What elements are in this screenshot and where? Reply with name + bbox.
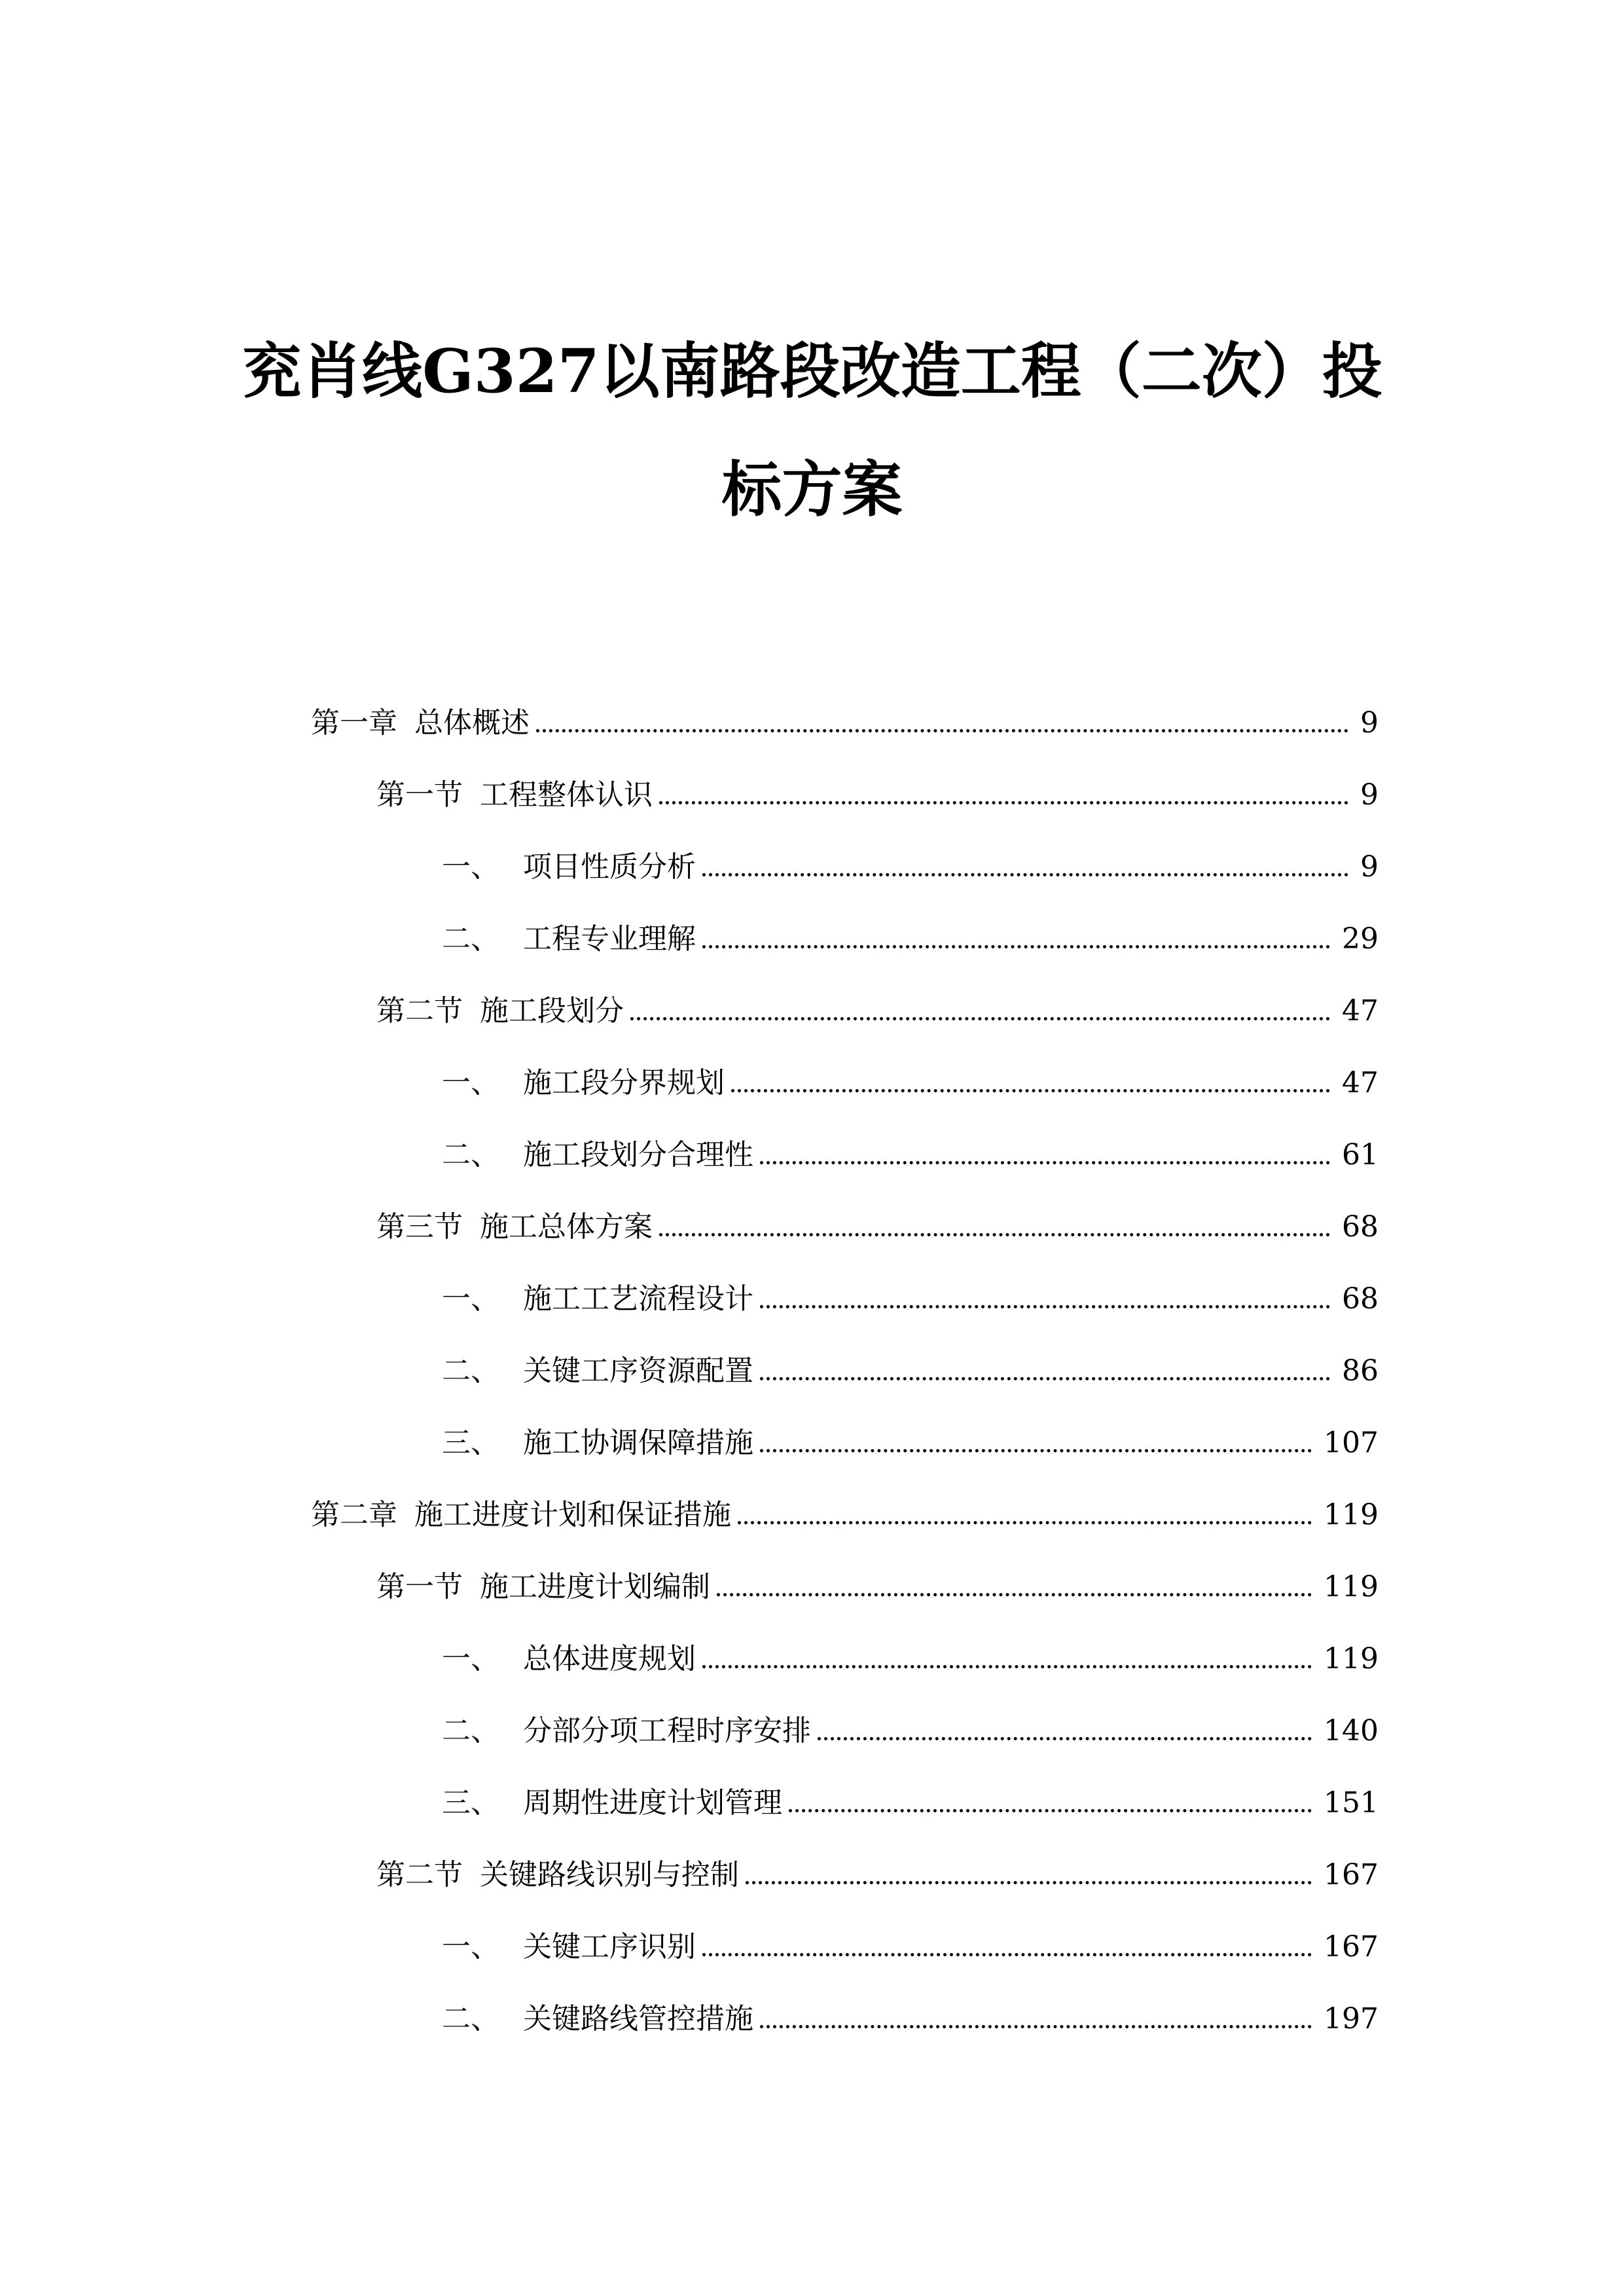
toc-entry-number: 二、 <box>442 1354 499 1388</box>
toc-dot-leader <box>630 988 1330 1035</box>
toc-entry-number: 第三节 <box>376 1210 463 1244</box>
toc-entry-number: 一、 <box>442 1282 499 1316</box>
toc-entry-title: 关键工序识别 <box>523 1930 696 1964</box>
toc-entry-number: 三、 <box>442 1786 499 1820</box>
toc-dot-leader <box>760 1348 1330 1395</box>
toc-page-number: 47 <box>1342 994 1379 1028</box>
toc-page-number: 86 <box>1342 1354 1379 1388</box>
toc-entry[interactable] <box>442 844 1379 891</box>
toc-entry[interactable] <box>376 1204 1379 1251</box>
toc-entry-number: 第一节 <box>376 778 463 812</box>
toc-dot-leader <box>760 1996 1312 2043</box>
toc-entry-title: 关键路线识别与控制 <box>480 1858 739 1892</box>
toc-entry[interactable] <box>442 1636 1379 1683</box>
toc-entry-number: 一、 <box>442 1642 499 1676</box>
toc-entry-title: 总体进度规划 <box>523 1642 696 1676</box>
toc-page-number: 68 <box>1342 1282 1379 1316</box>
toc-entry-number: 第二章 <box>311 1498 397 1532</box>
toc-entry-number: 第一章 <box>311 706 397 740</box>
toc-dot-leader <box>702 916 1330 963</box>
toc-page-number: 197 <box>1324 2002 1379 2036</box>
toc-entry[interactable] <box>442 1276 1379 1323</box>
toc-page-number: 9 <box>1360 778 1379 812</box>
toc-dot-leader <box>760 1420 1312 1467</box>
toc-entry-number: 二、 <box>442 2002 499 2036</box>
toc-dot-leader <box>746 1852 1312 1899</box>
toc-entry-title: 施工工艺流程设计 <box>523 1282 753 1316</box>
toc-dot-leader <box>536 700 1348 747</box>
toc-entry-number: 第二节 <box>376 994 463 1028</box>
toc-entry[interactable] <box>442 1132 1379 1179</box>
toc-page-number: 68 <box>1342 1210 1379 1244</box>
toc-entry[interactable] <box>376 1852 1379 1899</box>
toc-entry[interactable] <box>442 1708 1379 1755</box>
toc-page-number: 47 <box>1342 1066 1379 1100</box>
toc-page-number: 119 <box>1324 1570 1379 1604</box>
toc-dot-leader <box>760 1132 1330 1179</box>
toc-dot-leader <box>659 1204 1330 1251</box>
toc-page-number: 9 <box>1360 706 1379 740</box>
toc-entry[interactable] <box>376 988 1379 1035</box>
toc-entry-number: 二、 <box>442 922 499 956</box>
toc-dot-leader <box>717 1564 1312 1611</box>
toc-entry-title: 关键工序资源配置 <box>523 1354 753 1388</box>
toc-entry-title: 施工段划分合理性 <box>523 1138 753 1172</box>
toc-entry-title: 分部分项工程时序安排 <box>523 1714 811 1748</box>
toc-entry-number: 三、 <box>442 1426 499 1460</box>
toc-dot-leader <box>702 844 1348 891</box>
toc-entry[interactable] <box>376 1564 1379 1611</box>
toc-page-number: 61 <box>1342 1138 1379 1172</box>
document-title-line-1: 兖肖线G327以南路段改造工程（二次）投 <box>242 336 1382 406</box>
toc-entry-number: 第一节 <box>376 1570 463 1604</box>
document-title-line-2: 标方案 <box>721 454 903 525</box>
toc-entry[interactable] <box>442 1348 1379 1395</box>
toc-entry-number: 一、 <box>442 1930 499 1964</box>
toc-entry-number: 一、 <box>442 1066 499 1100</box>
toc-dot-leader <box>818 1708 1312 1755</box>
toc-dot-leader <box>789 1780 1312 1827</box>
toc-page-number: 167 <box>1324 1858 1379 1892</box>
toc-entry-title: 工程专业理解 <box>523 922 696 956</box>
toc-dot-leader <box>731 1060 1330 1107</box>
toc-entry[interactable] <box>311 700 1379 747</box>
toc-entry-number: 二、 <box>442 1138 499 1172</box>
toc-dot-leader <box>738 1492 1312 1539</box>
toc-dot-leader <box>702 1924 1312 1971</box>
toc-page-number: 29 <box>1342 922 1379 956</box>
toc-entry[interactable] <box>442 1420 1379 1467</box>
toc-entry-title: 施工进度计划和保证措施 <box>414 1498 731 1532</box>
toc-dot-leader <box>760 1276 1330 1323</box>
toc-page-number: 167 <box>1324 1930 1379 1964</box>
toc-entry[interactable] <box>311 1492 1379 1539</box>
toc-entry-title: 施工进度计划编制 <box>480 1570 710 1604</box>
toc-entry[interactable] <box>442 1060 1379 1107</box>
toc-page-number: 9 <box>1360 850 1379 884</box>
toc-entry[interactable] <box>442 1996 1379 2043</box>
toc-page-number: 140 <box>1324 1714 1379 1748</box>
toc-dot-leader <box>702 1636 1312 1683</box>
toc-entry-title: 施工总体方案 <box>480 1210 653 1244</box>
toc-page-number: 119 <box>1324 1498 1379 1532</box>
toc-entry-number: 二、 <box>442 1714 499 1748</box>
toc-entry-title: 施工协调保障措施 <box>523 1426 753 1460</box>
toc-entry[interactable] <box>376 772 1379 819</box>
toc-entry-title: 关键路线管控措施 <box>523 2002 753 2036</box>
toc-page-number: 119 <box>1324 1642 1379 1676</box>
toc-entry-number: 一、 <box>442 850 499 884</box>
toc-entry-title: 周期性进度计划管理 <box>523 1786 782 1820</box>
toc-page-number: 107 <box>1324 1426 1379 1460</box>
toc-entry-number: 第二节 <box>376 1858 463 1892</box>
toc-entry-title: 工程整体认识 <box>480 778 653 812</box>
toc-entry[interactable] <box>442 1924 1379 1971</box>
toc-entry-title: 项目性质分析 <box>523 850 696 884</box>
toc-entry-title: 施工段划分 <box>480 994 624 1028</box>
toc-entry-title: 施工段分界规划 <box>523 1066 725 1100</box>
toc-page-number: 151 <box>1324 1786 1379 1820</box>
toc-entry[interactable] <box>442 1780 1379 1827</box>
toc-entry-title: 总体概述 <box>414 706 530 740</box>
toc-entry[interactable] <box>442 916 1379 963</box>
toc-dot-leader <box>659 772 1348 819</box>
